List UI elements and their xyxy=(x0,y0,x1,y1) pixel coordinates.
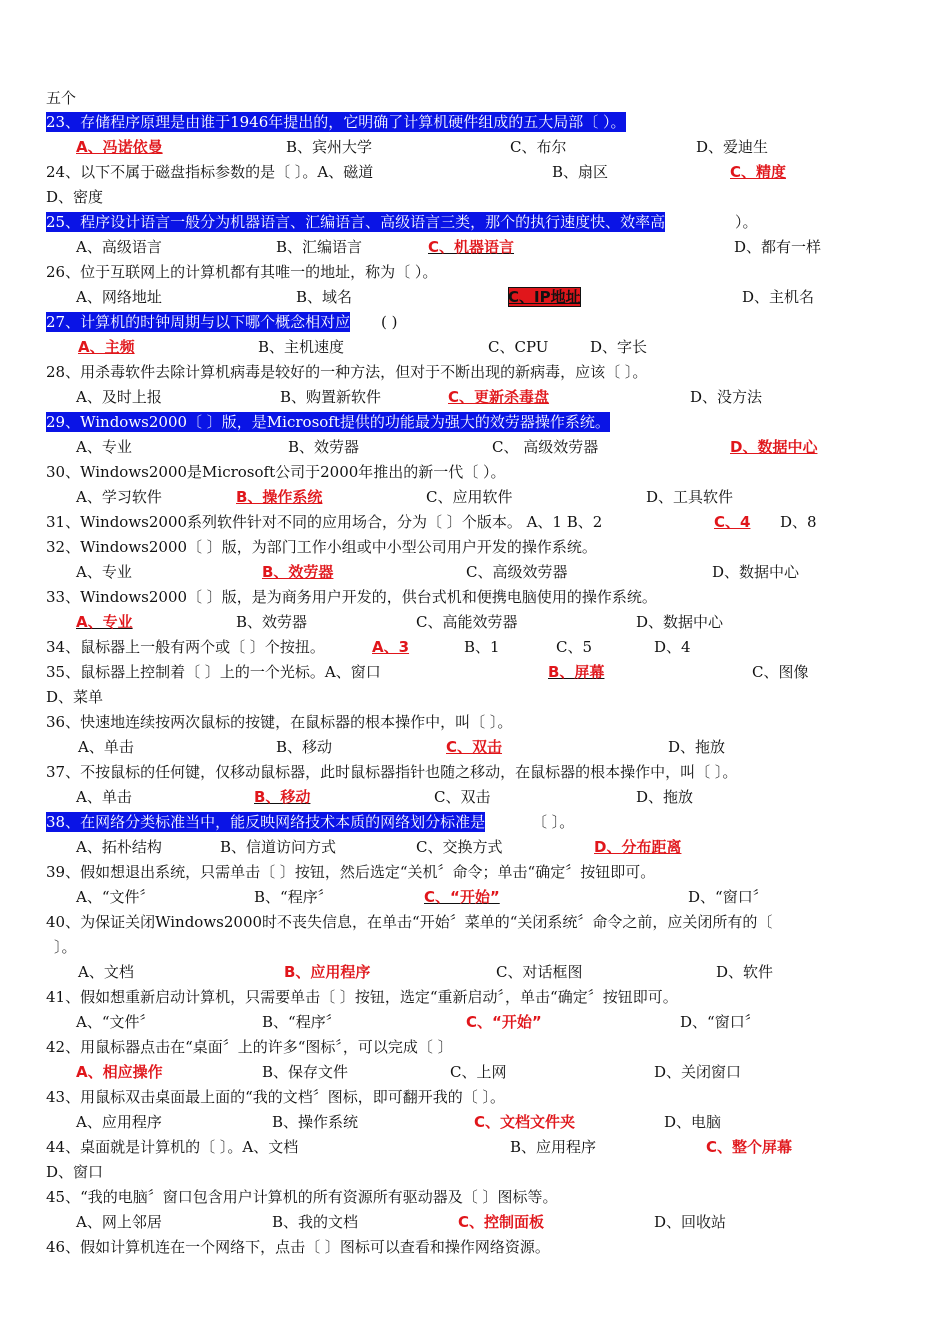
text-segment: D、主机名 xyxy=(742,288,815,306)
answer-option: C、更新杀毒盘 xyxy=(448,388,550,406)
text-segment: D、没方法 xyxy=(690,388,763,406)
text-segment: D、“窗口〞 xyxy=(680,1013,760,1031)
text-segment: ( ) xyxy=(381,313,398,331)
text-segment: A、“文件〞 xyxy=(76,888,155,906)
text-segment: C、应用软件 xyxy=(426,488,513,506)
text-segment: B、宾州大学 xyxy=(286,138,373,156)
text-segment: C、高能效劳器 xyxy=(416,613,518,631)
text-segment: C、图像 xyxy=(752,663,809,681)
text-segment: A、学习软件 xyxy=(76,488,162,506)
text-segment: 31、Windows2000系列软件针对不同的应用场合，分为〔 〕个版本。 A、1 B、2 xyxy=(46,513,603,531)
text-segment: A、单击 xyxy=(78,738,134,756)
text-segment: 42、用鼠标器点击在“桌面〞上的许多“图标〞，可以完成〔 〕 xyxy=(46,1038,453,1056)
text-segment: A、网上邻居 xyxy=(76,1213,162,1231)
text-segment: 32、Windows2000〔 〕版，为部门工作小组或中小型公司用户开发的操作系统。 xyxy=(46,538,597,556)
text-segment: D、字长 xyxy=(590,338,648,356)
text-segment: A、单击 xyxy=(76,788,132,806)
text-segment: D、8 xyxy=(780,513,817,531)
text-segment: B、效劳器 xyxy=(236,613,308,631)
text-segment: ）。 xyxy=(735,213,758,231)
text-segment: 〕。 xyxy=(54,938,77,956)
text-segment: 26、位于互联网上的计算机都有其唯一的地址，称为〔 ）。 xyxy=(46,263,438,281)
answer-option: B、应用程序 xyxy=(284,963,371,981)
answer-option: C、整个屏幕 xyxy=(706,1138,793,1156)
highlighted-question: 23、存储程序原理是由谁于1946年提出的，它明确了计算机硬件组成的五大局部〔 ）。 xyxy=(46,113,626,131)
text-segment: C、高级效劳器 xyxy=(466,563,568,581)
answer-option: D、分布距离 xyxy=(594,838,682,856)
text-segment: D、电脑 xyxy=(664,1113,722,1131)
answer-option: C、双击 xyxy=(446,738,503,756)
text-segment: 五个 xyxy=(46,89,77,107)
text-segment: 45、“我的电脑〞窗口包含用户计算机的所有资源所有驱动器及〔 〕图标等。 xyxy=(46,1188,558,1206)
text-segment: D、拖放 xyxy=(668,738,726,756)
text-segment: B、“程序〞 xyxy=(262,1013,341,1031)
text-segment: 40、为保证关闭Windows2000时不丧失信息，在单击“开始〞菜单的“关闭系统〞命令之前，应关闭所有的〔 xyxy=(46,913,773,931)
text-segment: D、菜单 xyxy=(46,688,104,706)
text-segment: 28、用杀毒软件去除计算机病毒是较好的一种方法，但对于不断出现的新病毒，应该〔 〕。 xyxy=(46,363,648,381)
text-segment: D、数据中心 xyxy=(636,613,724,631)
highlighted-question: 27、计算机的时钟周期与以下哪个概念相对应 xyxy=(46,313,351,331)
answer-option: C、文档文件夹 xyxy=(474,1113,576,1131)
text-segment: B、汇编语言 xyxy=(276,238,363,256)
text-segment: B、移动 xyxy=(276,738,333,756)
text-segment: C、交换方式 xyxy=(416,838,503,856)
text-segment: C、布尔 xyxy=(510,138,567,156)
text-segment: 34、鼠标器上一般有两个或〔 〕个按扭。 xyxy=(46,638,325,656)
text-segment: A、应用程序 xyxy=(76,1113,162,1131)
text-segment: 41、假如想重新启动计算机，只需要单击〔 〕按钮，选定“重新启动〞，单击“确定〞按钮即可。 xyxy=(46,988,678,1006)
text-segment: 37、不按鼠标的任何键，仅移动鼠标器，此时鼠标器指针也随之移动，在鼠标器的根本操作中，叫〔 〕。 xyxy=(46,763,738,781)
text-segment: 36、快速地连续按两次鼠标的按键，在鼠标器的根本操作中，叫〔 〕。 xyxy=(46,713,513,731)
text-segment: 24、以下不属于磁盘指标参数的是〔 〕。A、磁道 xyxy=(46,163,374,181)
answer-option: D、数据中心 xyxy=(730,438,818,456)
text-segment: B、操作系统 xyxy=(272,1113,359,1131)
text-segment: B、信道访问方式 xyxy=(220,838,337,856)
answer-option: B、移动 xyxy=(254,788,311,806)
text-segment: D、拖放 xyxy=(636,788,694,806)
text-segment: D、关闭窗口 xyxy=(654,1063,742,1081)
text-segment: 33、Windows2000〔 〕版，是为商务用户开发的，供台式机和便携电脑使用的操作系统。 xyxy=(46,588,657,606)
answer-option: C、精度 xyxy=(730,163,787,181)
text-segment: C、对话框图 xyxy=(496,963,583,981)
text-segment: D、工具软件 xyxy=(646,488,734,506)
text-segment: 30、Windows2000是Microsoft公司于2000年推出的新一代〔 ）。 xyxy=(46,463,506,481)
text-segment: D、窗口 xyxy=(46,1163,104,1181)
answer-option: C、控制面板 xyxy=(458,1213,545,1231)
text-segment: A、文档 xyxy=(78,963,134,981)
answer-option: A、3 xyxy=(372,638,410,656)
text-segment: D、密度 xyxy=(46,188,104,206)
answer-option: C、“开始” xyxy=(466,1013,542,1031)
text-segment: D、“窗口〞 xyxy=(688,888,768,906)
text-segment: D、都有一样 xyxy=(734,238,822,256)
text-segment: C、CPU xyxy=(488,338,549,356)
text-segment: D、数据中心 xyxy=(712,563,800,581)
answer-option: A、冯诺依曼 xyxy=(76,138,163,156)
text-segment: A、网络地址 xyxy=(76,288,162,306)
text-segment: D、4 xyxy=(654,638,691,656)
text-segment: B、应用程序 xyxy=(510,1138,597,1156)
answer-option: C、机器语言 xyxy=(428,238,515,256)
answer-option: B、操作系统 xyxy=(236,488,323,506)
text-segment: A、及时上报 xyxy=(76,388,162,406)
text-segment: B、购置新软件 xyxy=(280,388,382,406)
answer-option: C、IP地址 xyxy=(508,288,581,306)
text-segment: D、回收站 xyxy=(654,1213,727,1231)
answer-option: C、4 xyxy=(714,513,751,531)
text-segment: 〔 〕。 xyxy=(532,813,575,831)
text-segment: A、“文件〞 xyxy=(76,1013,155,1031)
highlighted-question: 38、在网络分类标准当中，能反映网络技术本质的网络划分标准是 xyxy=(46,813,486,831)
text-segment: B、主机速度 xyxy=(258,338,345,356)
text-segment: 43、用鼠标双击桌面最上面的“我的文档〞图标，即可翻开我的〔 〕。 xyxy=(46,1088,506,1106)
text-segment: B、“程序〞 xyxy=(254,888,333,906)
answer-option: B、效劳器 xyxy=(262,563,334,581)
text-segment: C、5 xyxy=(556,638,593,656)
text-segment: 46、假如计算机连在一个网络下，点击〔 〕图标可以查看和操作网络资源。 xyxy=(46,1238,550,1256)
text-segment: A、高级语言 xyxy=(76,238,162,256)
answer-option: B、屏幕 xyxy=(548,663,605,681)
text-segment: D、爱迪生 xyxy=(696,138,769,156)
text-segment: B、保存文件 xyxy=(262,1063,349,1081)
answer-option: A、专业 xyxy=(76,613,133,631)
text-segment: D、软件 xyxy=(716,963,774,981)
text-segment: C、上网 xyxy=(450,1063,507,1081)
text-segment: A、拓朴结构 xyxy=(76,838,162,856)
text-segment: 39、假如想退出系统，只需单击〔 〕按钮，然后选定“关机〞命令；单击“确定〞按钮即可。 xyxy=(46,863,656,881)
answer-option: C、“开始” xyxy=(424,888,500,906)
text-segment: B、效劳器 xyxy=(288,438,360,456)
answer-option: A、相应操作 xyxy=(76,1063,163,1081)
text-segment: B、扇区 xyxy=(552,163,609,181)
answer-option: A、主频 xyxy=(78,338,135,356)
text-segment: B、域名 xyxy=(296,288,353,306)
text-segment: C、双击 xyxy=(434,788,491,806)
text-segment: B、我的文档 xyxy=(272,1213,359,1231)
text-segment: B、1 xyxy=(464,638,500,656)
text-segment: 44、桌面就是计算机的〔 〕。A、文档 xyxy=(46,1138,299,1156)
text-segment: A、专业 xyxy=(76,438,132,456)
highlighted-question: 29、Windows2000〔 〕版，是Microsoft提供的功能最为强大的效劳器操作系统。 xyxy=(46,413,610,431)
text-segment: C、 高级效劳器 xyxy=(492,438,599,456)
highlighted-question: 25、程序设计语言一般分为机器语言、汇编语言、高级语言三类，那个的执行速度快、效率高 xyxy=(46,213,666,231)
text-segment: 35、鼠标器上控制着〔 〕上的一个光标。A、窗口 xyxy=(46,663,381,681)
text-segment: A、专业 xyxy=(76,563,132,581)
